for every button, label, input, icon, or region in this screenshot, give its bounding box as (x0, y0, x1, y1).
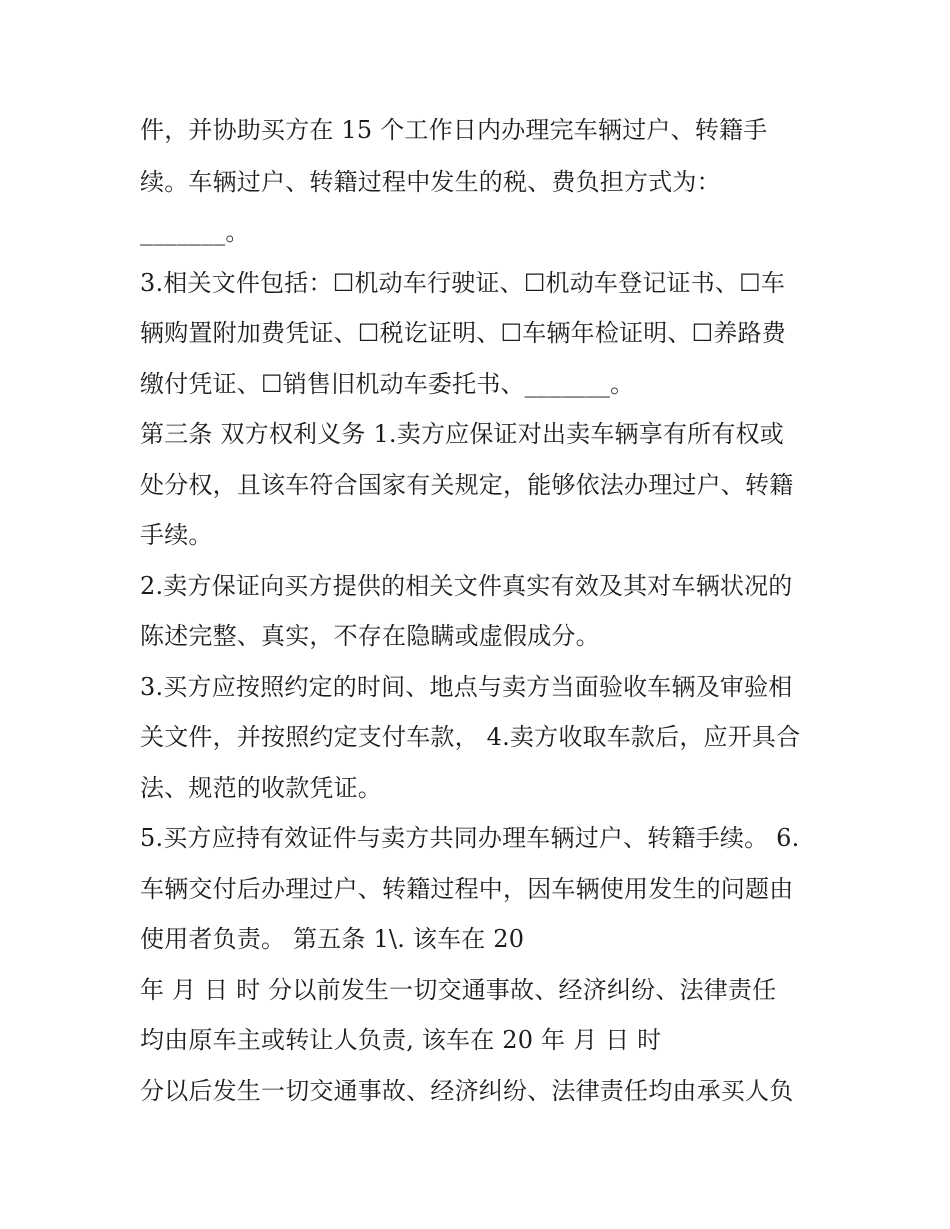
text-line: 续。车辆过户、转籍过程中发生的税、费负担方式为： (140, 168, 721, 196)
text-line: 5.买方应持有效证件与卖方共同办理车辆过户、转籍手续。 6. (140, 824, 800, 852)
text-line: 车辆交付后办理过户、转籍过程中，因车辆使用发生的问题由 (140, 875, 794, 903)
text-line: 法、规范的收款凭证。 (140, 774, 382, 802)
text-line: 处分权，且该车符合国家有关规定，能够依法办理过户、转籍 (140, 471, 794, 499)
text-line: 第三条 双方权利义务 1.卖方应保证对出卖车辆享有所有权或 (140, 420, 784, 448)
text-line: 年 月 日 时 分以前发生一切交通事故、经济纠纷、法律责任 (140, 976, 777, 1004)
text-line: 3.相关文件包括：☐机动车行驶证、☐机动车登记证书、☐车 (140, 269, 786, 297)
text-line: 分以后发生一切交通事故、经济纠纷、法律责任均由承买人负 (140, 1077, 794, 1105)
text-line: 关文件，并按照约定支付车款， 4.卖方收取车款后，应开具合 (140, 723, 801, 751)
text-line: _______。 (140, 218, 250, 246)
text-line: 使用者负责。 第五条 1\. 该车在 20 (140, 925, 525, 953)
text-line: 手续。 (140, 521, 213, 549)
text-line: 缴付凭证、☐销售旧机动车委托书、_______。 (140, 370, 635, 398)
text-line: 2.卖方保证向买方提供的相关文件真实有效及其对车辆状况的 (140, 572, 793, 600)
text-line: 件，并协助买方在 15 个工作日内办理完车辆过户、转籍手 (140, 116, 768, 144)
text-line: 3.买方应按照约定的时间、地点与卖方当面验收车辆及审验相 (140, 673, 793, 701)
text-line: 均由原车主或转让人负责, 该车在 20 年 月 日 时 (140, 1026, 662, 1054)
text-line: 陈述完整、真实，不存在隐瞒或虚假成分。 (140, 622, 600, 650)
text-line: 辆购置附加费凭证、☐税讫证明、☐车辆年检证明、☐养路费 (140, 319, 786, 347)
